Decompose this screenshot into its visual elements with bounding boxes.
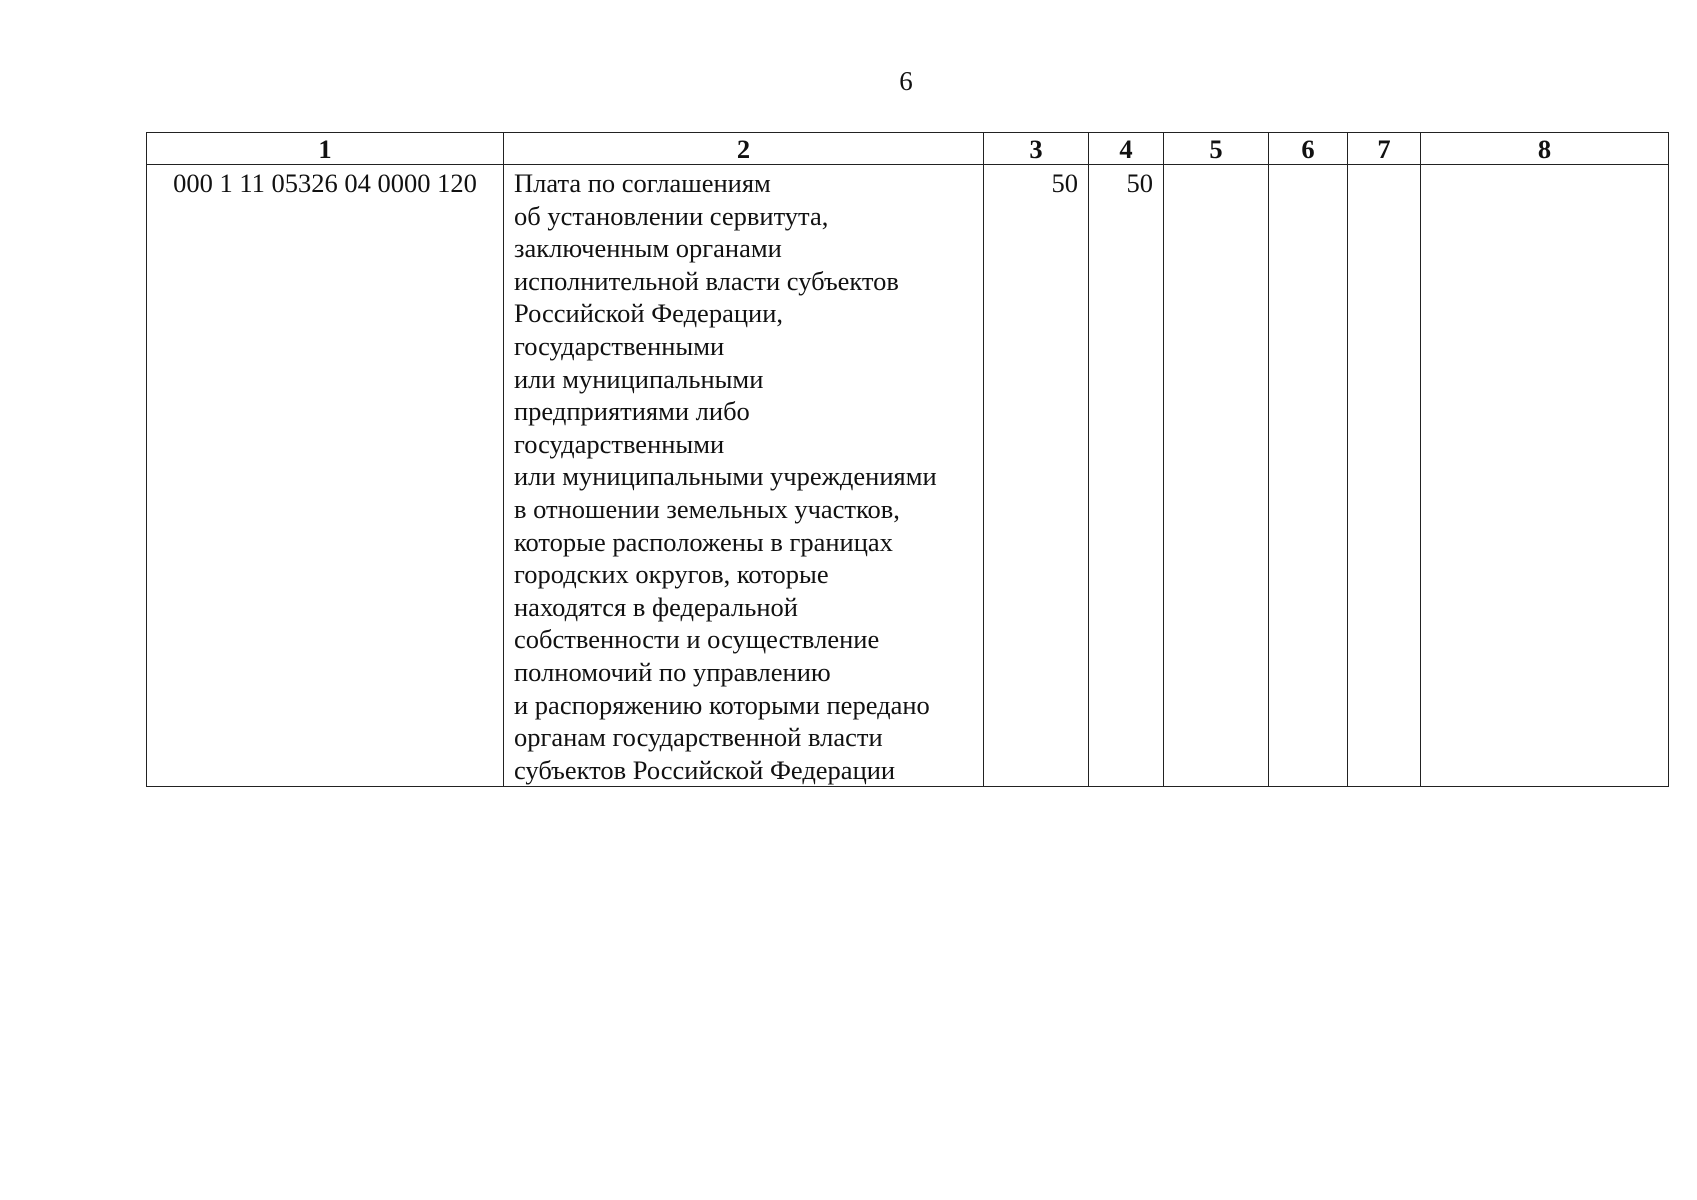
income-name-line: городских округов, которые: [514, 559, 829, 590]
value-col-8-cell: [1421, 165, 1669, 787]
income-name-line: находятся в федеральной: [514, 591, 798, 622]
header-col-3: 3: [984, 133, 1089, 165]
header-col-6: 6: [1269, 133, 1348, 165]
budget-table: [146, 132, 1669, 787]
header-col-4: 4: [1089, 133, 1164, 165]
page-number: 6: [899, 66, 913, 96]
header-col-8: 8: [1421, 133, 1669, 165]
header-col-1: 1: [147, 133, 504, 165]
table-row: [147, 165, 1669, 787]
income-name-line: или муниципальными: [514, 363, 764, 394]
income-name-line: государственными: [514, 428, 725, 459]
income-name-line: государственными: [514, 330, 725, 361]
income-name-line: предприятиями либо: [514, 396, 750, 427]
income-name-line: которые расположены в границах: [514, 526, 893, 557]
header-col-7: 7: [1348, 133, 1421, 165]
income-name-cell: [504, 165, 984, 787]
income-name-line: собственности и осуществление: [514, 624, 880, 655]
income-name-line: в отношении земельных участков,: [514, 493, 900, 524]
value-col-3-cell: 50: [984, 165, 1089, 787]
income-name-line: или муниципальными учреждениями: [514, 461, 937, 492]
budget-code-cell: 000 1 11 05326 04 0000 120: [147, 165, 504, 787]
income-name-line: и распоряжению которыми передано: [514, 689, 930, 720]
value-col-5-cell: [1164, 165, 1269, 787]
income-name-line: полномочий по управлению: [514, 656, 831, 687]
header-row: [147, 133, 1669, 165]
header-col-2: 2: [504, 133, 984, 165]
income-name-line: заключенным органами: [514, 233, 782, 264]
income-name-line: исполнительной власти субъектов: [514, 265, 899, 296]
income-name-line: субъектов Российской Федерации: [514, 754, 896, 785]
header-col-5: 5: [1164, 133, 1269, 165]
value-col-6-cell: [1269, 165, 1348, 787]
income-name-line: органам государственной власти: [514, 722, 883, 753]
income-name-line: Плата по соглашениям: [514, 168, 771, 198]
income-name-line: об установлении сервитута,: [514, 200, 829, 231]
income-name-line: Российской Федерации,: [514, 298, 783, 329]
value-col-4-cell: 50: [1089, 165, 1164, 787]
value-col-7-cell: [1348, 165, 1421, 787]
